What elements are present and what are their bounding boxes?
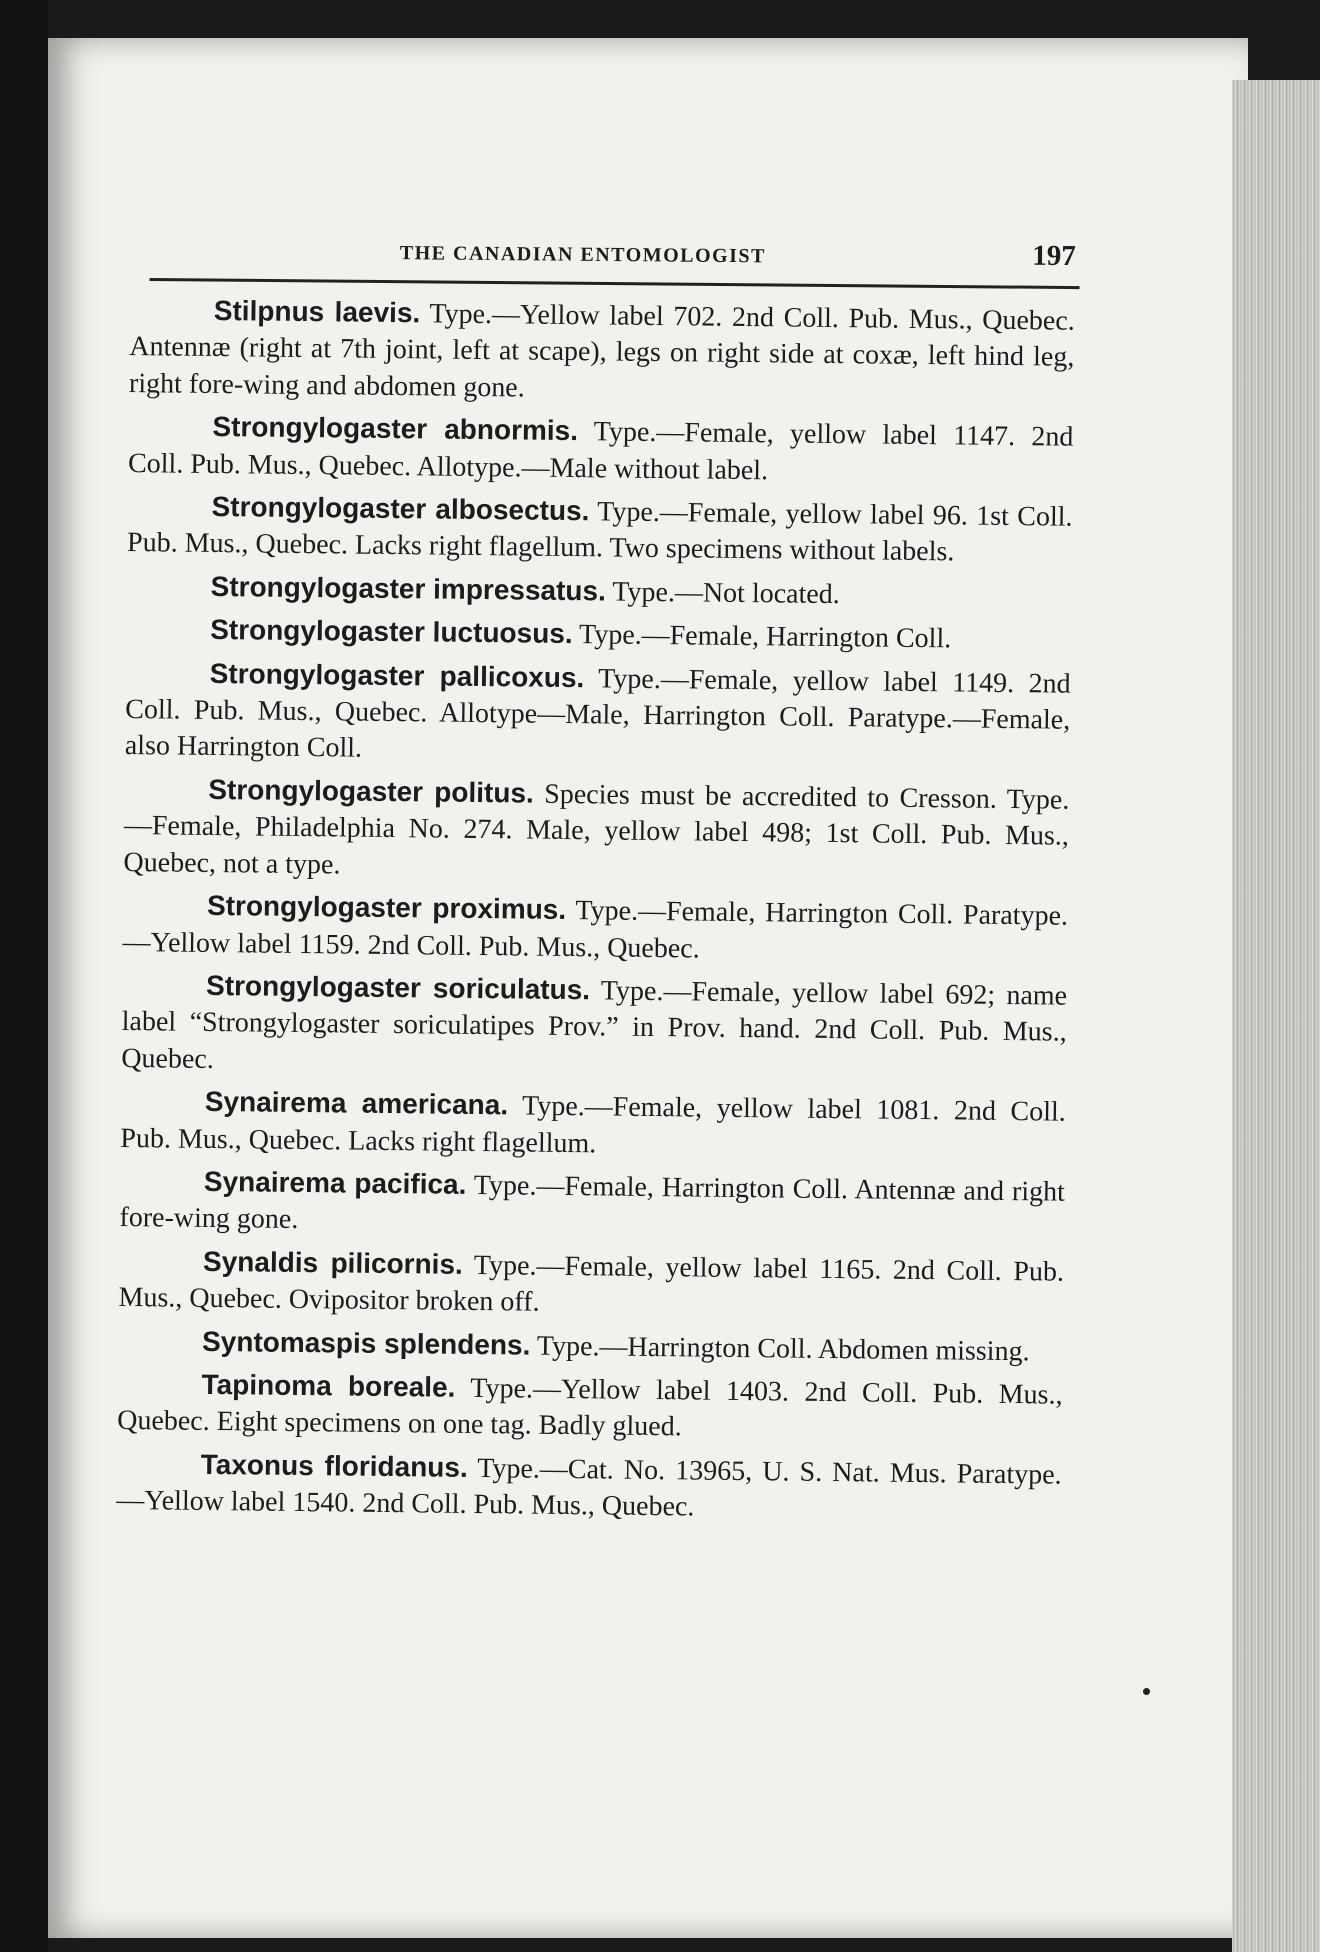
species-name: Taxonus floridanus. bbox=[200, 1448, 468, 1483]
page-number: 197 bbox=[1032, 239, 1076, 273]
species-name: Strongylogaster impressatus. bbox=[210, 570, 607, 607]
entry bbox=[128, 408, 1074, 493]
page-header bbox=[150, 232, 1080, 289]
entry bbox=[117, 1366, 1063, 1451]
entry bbox=[116, 1446, 1062, 1531]
entry-text: Type.—Female, yellow label 1081. 2nd Coll. Pub. Mus., Quebec. Lacks right flagellum. bbox=[120, 1090, 1066, 1159]
entry bbox=[129, 292, 1075, 413]
entry bbox=[127, 488, 1073, 573]
entry bbox=[126, 568, 1071, 616]
entry bbox=[118, 1322, 1063, 1370]
species-name: Strongylogaster luctuosus. bbox=[209, 614, 573, 650]
species-name: Syntomaspis splendens. bbox=[201, 1325, 531, 1361]
entry-text: Type.—Female, yellow label 1165. 2nd Coll. Pub. Mus., Quebec. Ovipositor broken off. bbox=[118, 1249, 1065, 1318]
entry bbox=[121, 967, 1067, 1088]
species-name: Synaldis pilicornis. bbox=[202, 1245, 463, 1280]
species-name: Stilpnus laevis. bbox=[213, 294, 421, 329]
species-name: Strongylogaster pallicoxus. bbox=[209, 657, 585, 693]
entry-text: Type.—Female, yellow label 96. 1st Coll. Pub. Mus., Quebec. Lacks right flagellum. Two specimens without labels. bbox=[126, 496, 1073, 568]
ink-speck bbox=[1143, 1688, 1150, 1695]
page-body bbox=[116, 292, 1075, 1536]
entry-text: Type.—Cat. No. 13965, U. S. Nat. Mus. Paratype.—Yellow label 1540. 2nd Coll. Pub. Mus., Quebec. bbox=[116, 1452, 1062, 1523]
species-name: Strongylogaster politus. bbox=[208, 773, 534, 809]
entry bbox=[122, 887, 1068, 972]
entry-text: Type.—Female, Harrington Coll. bbox=[578, 619, 952, 655]
page-edges bbox=[1232, 80, 1320, 1952]
entry bbox=[119, 1163, 1065, 1248]
entry-text: Type.—Female, Harrington Coll. Antennæ and right fore-wing gone. bbox=[119, 1169, 1066, 1236]
entry-text: Type.—Yellow label 1403. 2nd Coll. Pub. Mus., Quebec. Eight specimens on one tag. Badly glued. bbox=[117, 1372, 1063, 1443]
species-name: Tapinoma boreale. bbox=[201, 1368, 456, 1403]
species-name: Strongylogaster soriculatus. bbox=[205, 969, 591, 1006]
entry-text: Type.—Female, Harrington Coll. Paratype.—Yellow label 1159. 2nd Coll. Pub. Mus., Quebec. bbox=[122, 895, 1069, 965]
entry-text: Type.—Not located. bbox=[612, 576, 840, 610]
entry bbox=[126, 611, 1071, 659]
entry bbox=[118, 1243, 1064, 1328]
species-name: Strongylogaster proximus. bbox=[206, 890, 567, 926]
book-spine bbox=[0, 0, 48, 1952]
species-name: Synairema americana. bbox=[204, 1086, 509, 1121]
species-name: Strongylogaster albosectus. bbox=[211, 490, 590, 527]
entry-text: Type.—Female, yellow label 1149. 2nd Coll. Pub. Mus., Quebec. Allotype—Male, Harrington Coll. Paratype.—Female, also Harrington Coll. bbox=[124, 662, 1071, 765]
entry-text: Type.—Female, yellow label 1147. 2nd Coll. Pub. Mus., Quebec. Allotype.—Male without label. bbox=[127, 416, 1074, 486]
species-name: Strongylogaster abnormis. bbox=[212, 411, 579, 447]
entry-text: Species must be accredited to Cresson. Type.—Female, Philadelphia No. 274. Male, yellow label 498; 1st Coll. Pub. Mus., Quebec, not a type. bbox=[123, 778, 1070, 881]
entry bbox=[120, 1083, 1066, 1168]
entry bbox=[125, 655, 1071, 776]
entry-text: Type.—Female, yellow label 692; name label “Strongylogaster soriculatipes Prov.” in Prov. hand. 2nd Coll. Pub. Mus., Quebec. bbox=[121, 975, 1068, 1075]
entry-text: Type.—Yellow label 702. 2nd Coll. Pub. Mus., Quebec. Antennæ (right at 7th joint, left at scape), legs on right side at coxæ, left hind leg, right fore-wing and abdomen gone. bbox=[128, 298, 1075, 404]
entry-text: Type.—Harrington Coll. Abdomen missing. bbox=[536, 1330, 1030, 1367]
entry bbox=[123, 771, 1069, 892]
running-title: THE CANADIAN ENTOMOLOGIST bbox=[399, 242, 766, 268]
species-name: Synairema pacifica. bbox=[203, 1165, 467, 1200]
